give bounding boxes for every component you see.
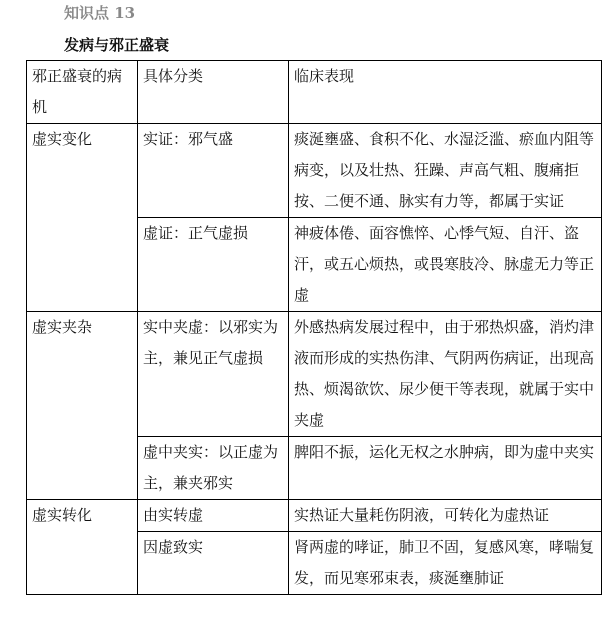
- category-cell: 实证：邪气盛: [138, 124, 289, 218]
- knowledge-point-label: 知识点 13: [64, 4, 136, 22]
- table-row: [27, 500, 602, 532]
- category-cell: 由实转虚: [138, 500, 289, 532]
- manifestation-cell: 痰涎壅盛、食积不化、水湿泛滥、瘀血内阻等病变，以及壮热、狂躁、声高气粗、腹痛拒按、二便不通、脉实有力等，都属于实证: [289, 124, 602, 218]
- mechanism-cell: 虚实转化: [27, 500, 138, 595]
- category-cell: 虚证：正气虚损: [138, 218, 289, 312]
- manifestation-cell: 神疲体倦、面容憔悴、心悸气短、自汗、盗汗，或五心烦热，或畏寒肢冷、脉虚无力等正虚: [289, 218, 602, 312]
- mechanism-cell: 虚实夹杂: [27, 312, 138, 500]
- manifestation-cell: 外感热病发展过程中，由于邪热炽盛，消灼津液而形成的实热伤津、气阴两伤病证，出现高热、烦渴欲饮、尿少便干等表现，就属于实中夹虚: [289, 312, 602, 437]
- category-cell: 因虚致实: [138, 532, 289, 595]
- table-header-row: [27, 61, 602, 124]
- manifestation-cell: 脾阳不振，运化无权之水肿病，即为虚中夹实: [289, 437, 602, 500]
- category-cell: 实中夹虚：以邪实为主，兼见正气虚损: [138, 312, 289, 437]
- manifestation-cell: 实热证大量耗伤阴液，可转化为虚热证: [289, 500, 602, 532]
- header-manifestation: 临床表现: [289, 61, 602, 124]
- table-row: [27, 312, 602, 437]
- section-title: 发病与邪正盛衰: [64, 36, 170, 54]
- pathogenesis-table: [26, 60, 602, 595]
- manifestation-cell: 肾两虚的哮证，肺卫不固，复感风寒，哮喘复发，而见寒邪束表，痰涎壅肺证: [289, 532, 602, 595]
- header-mechanism: 邪正盛衰的病机: [27, 61, 138, 124]
- table-row: [27, 124, 602, 218]
- category-cell: 虚中夹实：以正虚为主，兼夹邪实: [138, 437, 289, 500]
- header-category: 具体分类: [138, 61, 289, 124]
- mechanism-cell: 虚实变化: [27, 124, 138, 312]
